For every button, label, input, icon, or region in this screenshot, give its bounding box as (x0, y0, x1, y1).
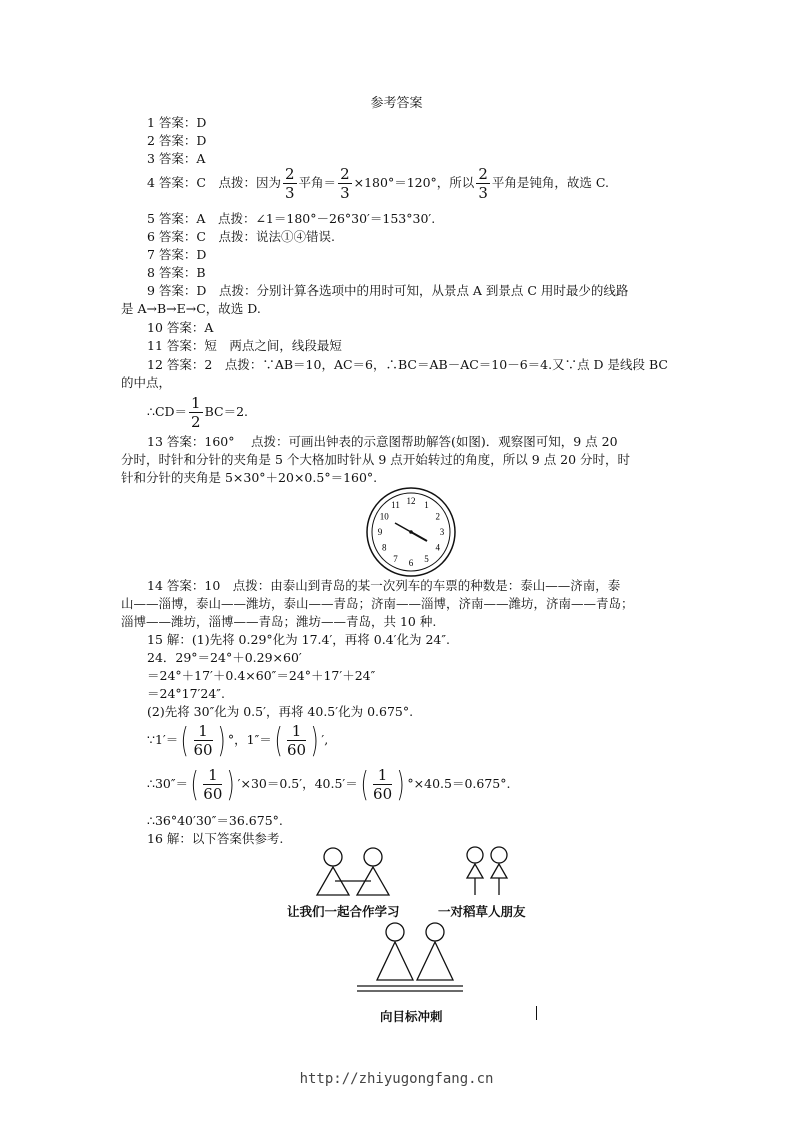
clock-numeral: 1 (424, 500, 429, 511)
clock-numeral: 6 (408, 558, 414, 568)
fraction: $\frac{1}{60}$ (287, 722, 307, 759)
fraction: $\frac{2}{3}$ (285, 165, 295, 202)
answer-13-line3: 针和分针的夹角是 5×30°＋20×0.5°＝160°. (121, 470, 378, 485)
answer-15-line6: ∵1′＝( $\frac{1}{60}$ ) °，1″＝( $\frac{1}{60}$ ) ′, (147, 720, 329, 761)
answer-12-line3: ∴CD＝ $\frac{1}{2}$ BC＝2. (147, 394, 249, 431)
goal-figure (355, 920, 465, 1000)
answer-9-line1: 9 答案：D 点拨：分别计算各选项中的用时可知，从景点 A 到景点 C 用时最少的线路 (147, 283, 629, 298)
page-title: 参考答案 (370, 96, 423, 111)
answer-2: 2 答案：D (147, 133, 207, 148)
answer-14-line3: 淄博——潍坊，淄博——青岛；潍坊——青岛，共 10 种. (121, 614, 437, 629)
answer-4: 4 答案：C 点拨：因为 $\frac{2}{3}$ 平角＝ $\frac{2}{3}$ ×180°＝120°，所以 $\frac{2}{3}$ 平角是钝角，故选 C. (147, 165, 609, 202)
answer-10: 10 答案：A (147, 320, 214, 335)
cooperation-figure (305, 845, 405, 900)
clock-figure (365, 486, 457, 578)
answer-15-line4: ＝24°17′24″. (147, 686, 225, 701)
minute-hand (395, 523, 411, 532)
answer-14-line1: 14 答案：10 点拨：由泰山到青岛的某一次列车的车票的种数是：泰山——济南，泰 (147, 578, 621, 593)
fraction: $\frac{2}{3}$ (340, 165, 350, 202)
clock-center (409, 530, 413, 534)
clock-numeral: 11 (391, 500, 400, 511)
fraction: $\frac{1}{60}$ (203, 766, 223, 803)
answer-16: 16 解：以下答案供参考. (147, 831, 284, 846)
answer-12-line2: 的中点， (121, 375, 172, 390)
answer-1: 1 答案：D (147, 115, 207, 130)
answer-15-line8: ∴36°40′30″＝36.675°. (147, 813, 283, 828)
answer-7: 7 答案：D (147, 247, 207, 262)
answer-6: 6 答案：C 点拨：说法①④错误. (147, 229, 335, 244)
clock-numeral: 7 (393, 553, 398, 564)
fraction: $\frac{1}{2}$ (191, 394, 201, 431)
answer-15-line7: ∴30″＝( $\frac{1}{60}$ ) ′×30＝0.5′，40.5′＝( $\frac{1}{60}$ ) °×40.5＝0.675°. (147, 764, 511, 805)
answer-15-line5: (2)先将 30″化为 0.5′，再将 40.5′化为 0.675°. (147, 704, 414, 719)
scarecrow-figure (455, 845, 525, 900)
caption-scarecrows: 一对稻草人朋友 (438, 904, 526, 919)
answer-13-line2: 分时，时针和分针的夹角是 5 个大格加时针从 9 点开始转过的角度，所以 9 点 20 分时，时 (121, 452, 631, 467)
text-cursor (536, 1006, 537, 1020)
answer-8: 8 答案：B (147, 265, 206, 280)
caption-goal: 向目标冲刺 (380, 1009, 443, 1024)
fraction: $\frac{1}{60}$ (193, 722, 213, 759)
fraction: $\frac{2}{3}$ (478, 165, 488, 202)
answer-14-line2: 山——淄博，泰山——潍坊，泰山——青岛；济南——淄博，济南——潍坊，济南——青岛； (121, 596, 634, 611)
clock-numeral: 4 (435, 542, 441, 553)
caption-cooperation: 让我们一起合作学习 (287, 904, 400, 919)
clock-numeral: 8 (381, 542, 387, 553)
answer-15-line3: ＝24°＋17′＋0.4×60″＝24°＋17′＋24″ (147, 668, 376, 683)
footer-url: http://zhiyugongfang.cn (299, 1071, 494, 1087)
clock-numeral: 2 (435, 511, 441, 522)
answer-12-line1: 12 答案：2 点拨：∵AB＝10，AC＝6，∴BC＝AB－AC＝10－6＝4.又∵点 D 是线段 BC (147, 357, 668, 372)
fraction: $\frac{1}{60}$ (373, 766, 393, 803)
hour-hand (411, 532, 427, 541)
clock-numeral: 3 (439, 527, 445, 537)
answer-9-line2: 是 A→B→E→C，故选 D. (121, 301, 261, 316)
answer-5: 5 答案：A 点拨：∠1＝180°－26°30′＝153°30′. (147, 211, 436, 226)
clock-numeral: 5 (424, 553, 429, 564)
clock-numeral: 9 (377, 527, 383, 537)
answer-15-line2: 24．29°＝24°＋0.29×60′ (147, 650, 302, 665)
answer-3: 3 答案：A (147, 151, 206, 166)
answer-13-line1: 13 答案：160° 点拨：可画出钟表的示意图帮助解答(如图)．观察图可知，9 点 20 (147, 434, 618, 449)
answer-15-line1: 15 解：(1)先将 0.29°化为 17.4′，再将 0.4′化为 24″. (147, 632, 450, 647)
clock-numeral: 12 (406, 496, 416, 506)
clock-numeral: 10 (379, 511, 389, 522)
answer-11: 11 答案：短 两点之间，线段最短 (147, 338, 342, 353)
